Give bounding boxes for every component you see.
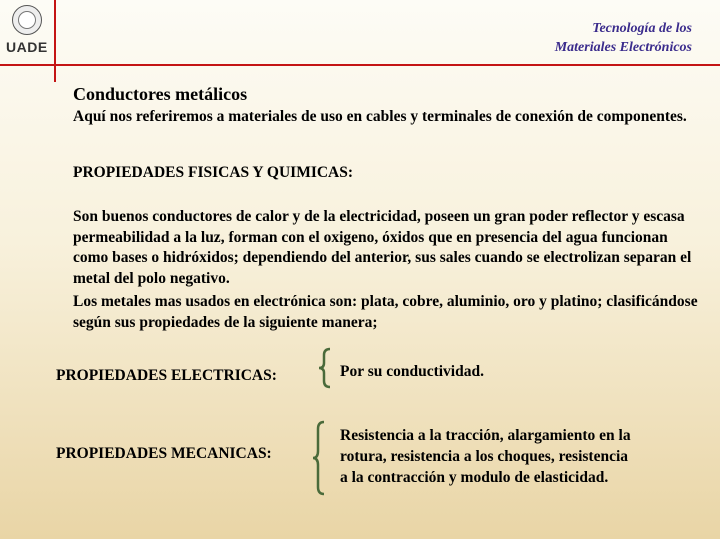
mechanical-detail-line2: rotura, resistencia a los choques, resistencia — [340, 448, 629, 465]
metals-paragraph: Los metales mas usados en electrónica son: plata, cobre, aluminio, oro y platino; clasificándose según sus propiedades de la siguiente manera; — [73, 293, 698, 331]
electrical-properties-label: PROPIEDADES ELECTRICAS: — [56, 367, 277, 384]
logo-text: UADE — [6, 39, 48, 55]
mechanical-properties-label: PROPIEDADES MECANICAS: — [56, 445, 272, 462]
physical-chemical-heading: PROPIEDADES FISICAS Y QUIMICAS: — [73, 164, 354, 181]
mechanical-brace-icon — [310, 420, 328, 496]
electrical-brace-icon — [316, 347, 334, 389]
course-title-line1: Tecnología de los — [592, 21, 692, 36]
university-seal-icon — [12, 5, 42, 35]
mechanical-properties-detail — [340, 425, 690, 488]
course-title-line2: Materiales Electrónicos — [554, 40, 692, 55]
header-rule-vertical — [54, 0, 56, 82]
section-title: Conductores metálicos — [73, 84, 248, 104]
properties-paragraph: Son buenos conductores de calor y de la electricidad, poseen un gran poder reflector y escasa permeabilidad a la luz, forman con el oxigeno, óxidos que en presencia del agua funcionan como bases o hidróxidos; dependiendo del anterior, sus sales cuando se electrolizan separan el metal del polo negativo. — [73, 208, 692, 287]
mechanical-detail-line1: Resistencia a la tracción, alargamiento en la — [340, 427, 631, 444]
course-title — [555, 19, 692, 57]
electrical-properties-detail: Por su conductividad. — [340, 363, 484, 380]
intro-paragraph: Aquí nos referiremos a materiales de uso en cables y terminales de conexión de componentes. — [73, 108, 687, 125]
header-rule-horizontal — [0, 64, 720, 66]
mechanical-detail-line3: a la contracción y modulo de elasticidad. — [340, 469, 609, 486]
uade-logo — [6, 5, 48, 61]
